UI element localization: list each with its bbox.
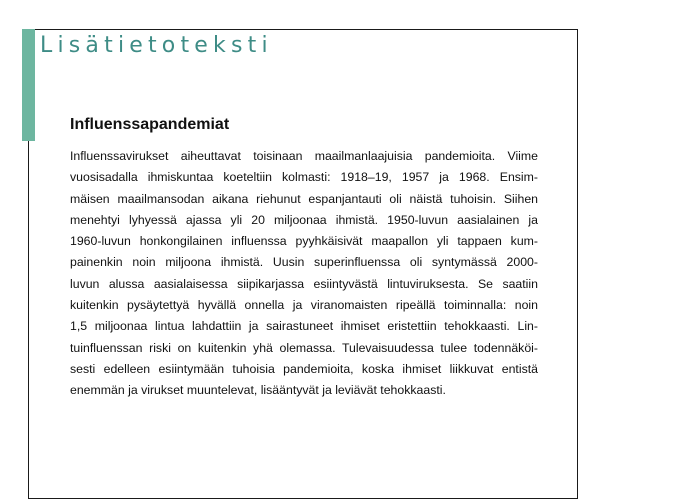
body-line: luvun alussa aasialaisessa siipikarjassa esiintyvästä lintuviruksesta. Se saatiin [70,276,538,291]
body-line: kuitenkin pysäytettyä hyvällä onnella ja viranomaisten ripeällä toiminnalla: noin [70,298,538,313]
body-line: tuinfluenssan riski on kuitenkin yhä olemassa. Tulevaisuudessa tulee todennäköi- [70,340,538,355]
body-line: vuosisadalla ihmiskuntaa koeteltiin kolmasti: 1918–19, 1957 ja 1968. Ensim- [70,170,538,185]
body-paragraph [70,146,538,402]
body-line: 1960-luvun honkongilainen influenssa pyyhkäisivät maapallon yli tappaen kum- [70,234,538,249]
info-box-accent-bar [22,29,35,141]
body-line: painenkin noin miljoona ihmistä. Uusin superinfluenssa oli syntymässä 2000- [70,255,538,270]
body-line: sesti edelleen esiintymään tuhoisia pandemioita, koska ihmiset liikkuvat entistä [70,361,538,376]
info-box-title: Lisätietoteksti [40,33,273,58]
body-line: enemmän ja virukset muuntelevat, lisääntyvät ja leviävät tehokkaasti. [70,383,446,398]
body-line: mäisen maailmansodan aikana riehunut espanjantauti oli näistä tuhoisin. Siihen [70,191,538,206]
body-line: menehtyi lyhyessä ajassa yli 20 miljoonaa ihmistä. 1950-luvun aasialainen ja [70,212,538,227]
body-line: Influenssavirukset aiheuttavat toisinaan maailmanlaajuisia pandemioita. Viime [70,149,538,163]
body-line: 1,5 miljoonaa lintua lahdattiin ja sairastuneet ihmiset eristettiin tehokkaasti. Lin- [70,319,538,334]
section-heading: Influenssapandemiat [70,116,230,133]
